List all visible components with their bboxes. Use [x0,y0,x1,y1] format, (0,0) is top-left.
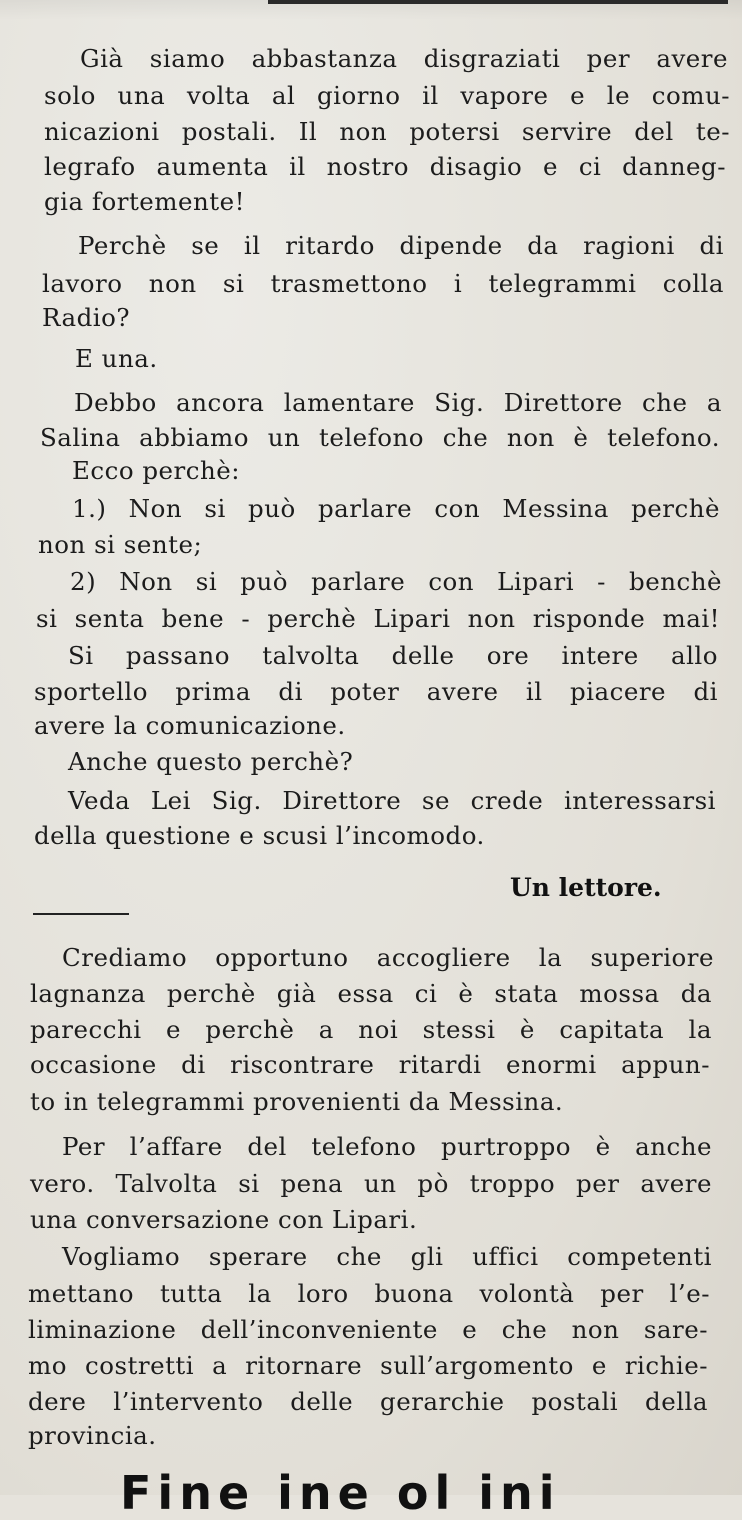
letter-line: gia fortemente! [44,187,245,216]
reply-line: liminazione dell’inconveniente e che non sare- [28,1315,708,1344]
signature: Un lettore. [510,873,662,902]
letter-line: sportello prima di poter avere il piacere di [34,677,718,706]
letter-line: della questione e scusi l’incomodo. [34,821,485,850]
letter-line: Veda Lei Sig. Direttore se crede interessarsi [68,786,716,815]
letter-line: Debbo ancora lamentare Sig. Direttore che a [74,388,722,417]
reply-line: mo costretti a ritornare sull’argomento e richie- [28,1351,708,1380]
reply-line: provincia. [28,1421,157,1450]
letter-line: nicazioni postali. Il non potersi servire del te- [44,117,730,146]
letter-line: non si sente; [38,530,203,559]
reply-line: Crediamo opportuno accogliere la superiore [62,943,714,972]
letter-line: E una. [75,344,158,373]
letter-line: 1.) Non si può parlare con Messina perchè [72,494,720,523]
reply-line: parecchi e perchè a noi stessi è capitata la [30,1015,712,1044]
letter-line: solo una volta al giorno il vapore e le comu- [44,81,730,110]
letter-line: Si passano talvolta delle ore intere allo [68,641,718,670]
next-article-heading-cut: Fine ine ol ini [120,1466,561,1520]
reply-line: vero. Talvolta si pena un pò troppo per avere [30,1169,712,1198]
letter-line: Già siamo abbastanza disgraziati per avere [80,44,728,73]
top-column-rule [268,0,728,4]
letter-line: Perchè se il ritardo dipende da ragioni di [78,231,724,260]
reply-line: lagnanza perchè già essa ci è stata mossa da [30,979,712,1008]
reply-line: mettano tutta la loro buona volontà per l’e- [28,1279,710,1308]
letter-line: 2) Non si può parlare con Lipari - benchè [70,567,722,596]
letter-line: avere la comunicazione. [34,711,346,740]
letter-line: Anche questo perchè? [68,747,354,776]
reply-line: to in telegrammi provenienti da Messina. [30,1087,564,1116]
reply-line: Vogliamo sperare che gli uffici competenti [62,1242,712,1271]
reply-line: una conversazione con Lipari. [30,1205,418,1234]
letter-line: lavoro non si trasmettono i telegrammi colla [42,269,724,298]
reply-line: dere l’intervento delle gerarchie postali della [28,1387,708,1416]
letter-line: legrafo aumenta il nostro disagio e ci danneg- [44,152,726,181]
letter-line: Ecco perchè: [72,456,241,485]
letter-line: Salina abbiamo un telefono che non è telefono. [40,423,720,452]
reply-line: Per l’affare del telefono purtroppo è anche [62,1132,712,1161]
reply-line: occasione di riscontrare ritardi enormi appun- [30,1050,710,1079]
letter-line: si senta bene - perchè Lipari non risponde mai! [36,604,720,633]
letter-line: Radio? [42,303,131,332]
separator-rule [33,913,129,915]
